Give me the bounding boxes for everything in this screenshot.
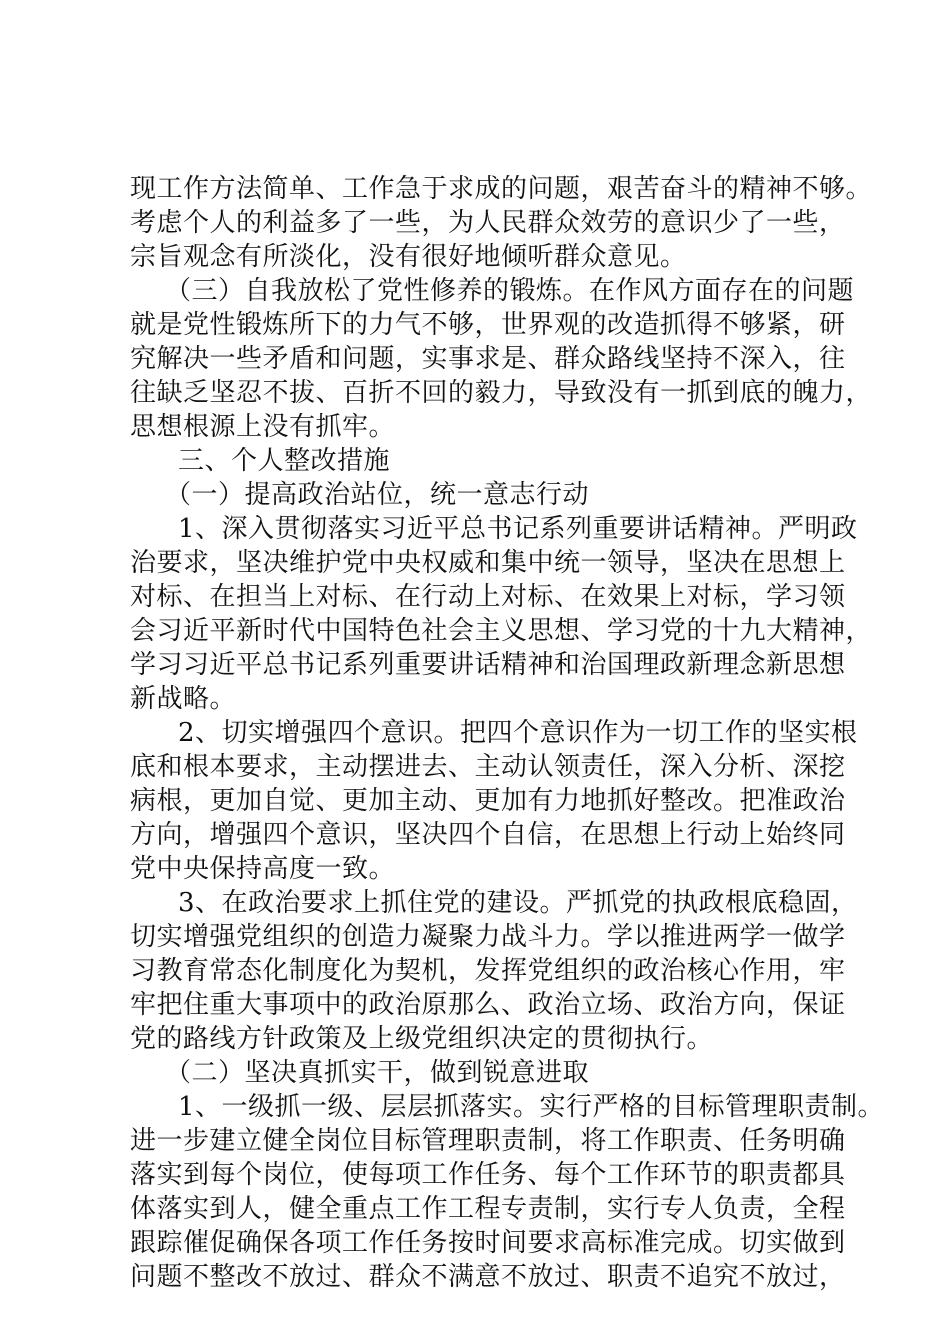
- text-line: 究解决一些矛盾和问题，实事求是、群众路线坚持不深入，往: [130, 344, 846, 374]
- text-line: 党中央保持高度一致。: [130, 854, 396, 884]
- text-line: 底和根本要求，主动摆进去、主动认领责任，深入分析、深挖: [130, 752, 846, 782]
- text-line: 1、一级抓一级、层层抓落实。实行严格的目标管理职责制。: [178, 1092, 885, 1122]
- text-line: 3、在政治要求上抓住党的建设。严抓党的执政根底稳固，: [178, 888, 858, 918]
- text-line: 考虑个人的利益多了一些，为人民群众效劳的意识少了一些，: [130, 208, 846, 238]
- text-line: 落实到每个岗位，使每项工作任务、每个工作环节的职责都具: [130, 1160, 846, 1190]
- text-line: 进一步建立健全岗位目标管理职责制，将工作职责、任务明确: [130, 1126, 846, 1156]
- text-line: 问题不整改不放过、群众不满意不放过、职责不追究不放过，: [130, 1262, 846, 1292]
- subsection-heading: （二）坚决真抓实干，做到锐意进取: [165, 1058, 590, 1088]
- text-line: 习教育常态化制度化为契机，发挥党组织的政治核心作用，牢: [130, 956, 846, 986]
- subsection-heading: （一）提高政治站位，统一意志行动: [165, 480, 590, 510]
- text-line: 党的路线方针政策及上级党组织决定的贯彻执行。: [130, 1024, 714, 1054]
- text-line: 1、深入贯彻落实习近平总书记系列重要讲话精神。严明政: [178, 514, 858, 544]
- section-heading: 三、个人整改措施: [178, 446, 391, 476]
- text-line: 就是党性锻炼所下的力气不够，世界观的改造抓得不够紧，研: [130, 310, 846, 340]
- text-line: 2、切实增强四个意识。把四个意识作为一切工作的坚实根: [178, 718, 858, 748]
- text-line: 切实增强党组织的创造力凝聚力战斗力。学以推进两学一做学: [130, 922, 846, 952]
- text-line: 方向，增强四个意识，坚决四个自信，在思想上行动上始终同: [130, 820, 846, 850]
- text-line: 思想根源上没有抓牢。: [130, 412, 396, 442]
- text-line: 病根，更加自觉、更加主动、更加有力地抓好整改。把准政治: [130, 786, 846, 816]
- text-line: 往缺乏坚忍不拔、百折不回的毅力，导致没有一抓到底的魄力，: [130, 378, 873, 408]
- text-line: 学习习近平总书记系列重要讲话精神和治国理政新理念新思想: [130, 650, 846, 680]
- text-line: 宗旨观念有所淡化，没有很好地倾听群众意见。: [130, 242, 687, 272]
- text-line: （三）自我放松了党性修养的锻炼。在作风方面存在的问题: [165, 276, 855, 306]
- text-line: 体落实到人，健全重点工作工程专责制，实行专人负责，全程: [130, 1194, 846, 1224]
- text-line: 治要求，坚决维护党中央权威和集中统一领导，坚决在思想上: [130, 548, 846, 578]
- text-line: 跟踪催促确保各项工作任务按时间要求高标准完成。切实做到: [130, 1228, 846, 1258]
- text-line: 新战略。: [130, 684, 237, 714]
- text-line: 会习近平新时代中国特色社会主义思想、学习党的十九大精神，: [130, 616, 873, 646]
- text-line: 现工作方法简单、工作急于求成的问题，艰苦奋斗的精神不够。: [130, 174, 873, 204]
- text-line: 对标、在担当上对标、在行动上对标、在效果上对标，学习领: [130, 582, 846, 612]
- text-line: 牢把住重大事项中的政治原那么、政治立场、政治方向，保证: [130, 990, 846, 1020]
